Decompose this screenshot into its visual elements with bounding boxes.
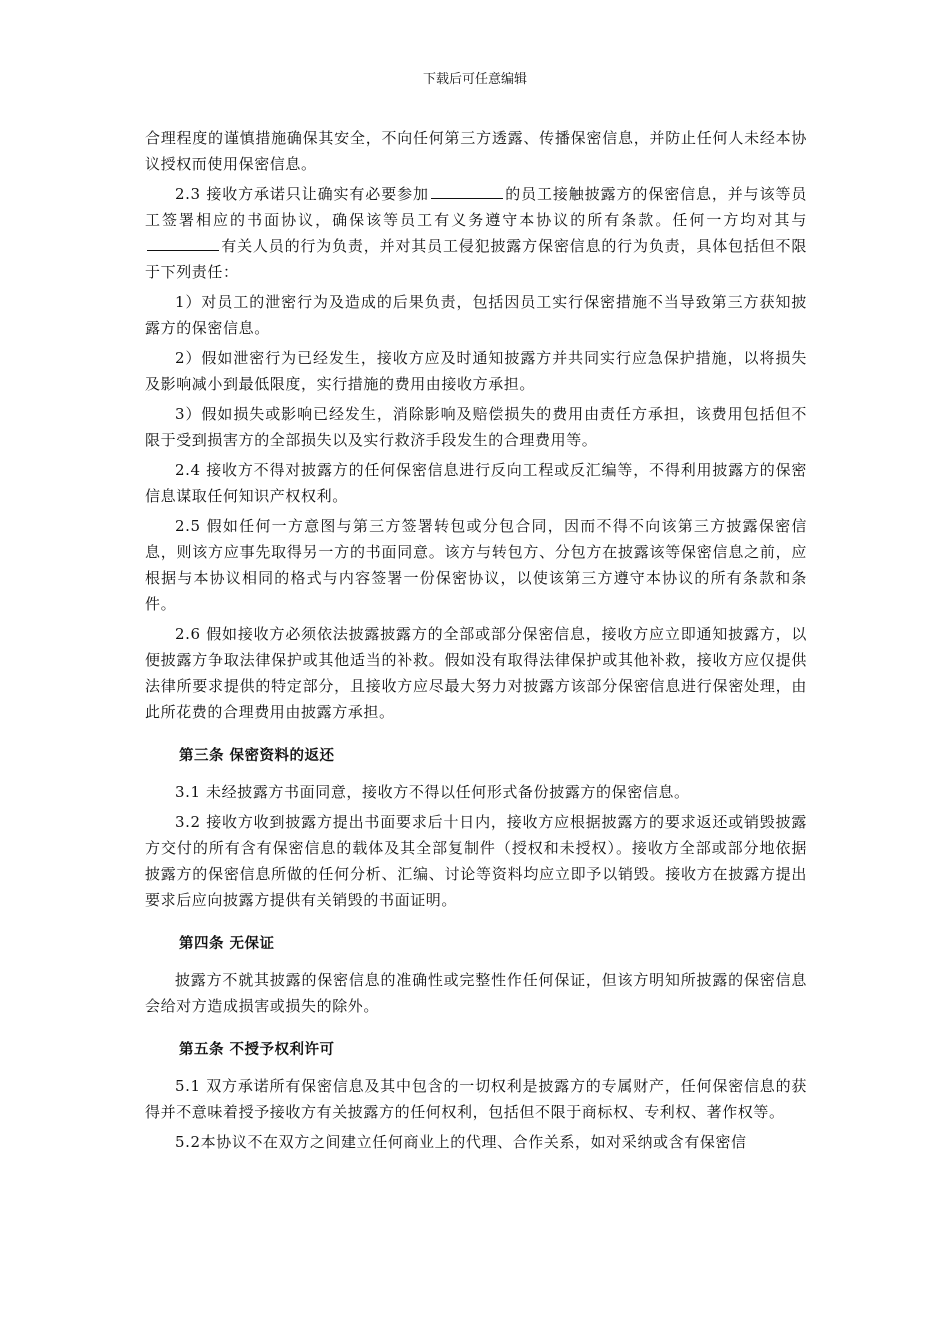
paragraph-3-2: 3.2 接收方收到披露方提出书面要求后十日内，接收方应根据披露方的要求返还或销毁披露方交付的所有含有保密信息的载体及其全部复制件（授权和未授权）。接收方全部或部分地依据披露方的保密信息所做的任何分析、汇编、讨论等资料均应立即予以销毁。接收方在披露方提出要求后应向披露方提供有关销毁的书面证明。 [145, 813, 807, 909]
paragraph-2-6: 2.6 假如接收方必须依法披露披露方的全部或部分保密信息，接收方应立即通知披露方，以便披露方争取法律保护或其他适当的补救。假如没有取得法律保护或其他补救，接收方应仅提供法律所要求提供的特定部分，且接收方应尽最大努力对披露方该部分保密信息进行保密处理，由此所花费的合理费用由披露方承担。 [145, 625, 807, 721]
paragraph: 合理程度的谨慎措施确保其安全，不向任何第三方透露、传播保密信息，并防止任何人未经本协议授权而使用保密信息。 [145, 129, 807, 173]
paragraph-2-5: 2.5 假如任何一方意图与第三方签署转包或分包合同，因而不得不向该第三方披露保密信息，则该方应事先取得另一方的书面同意。该方与转包方、分包方在披露该等保密信息之前，应根据与本协议相同的格式与内容签署一份保密协议，以使该第三方遵守本协议的所有条款和条件。 [145, 517, 807, 613]
paragraph: 3）假如损失或影响已经发生，消除影响及赔偿损失的费用由责任方承担，该费用包括但不限于受到损害方的全部损失以及实行救济手段发生的合理费用等。 [145, 405, 807, 449]
document-body [145, 125, 807, 1155]
paragraph-5-2: 5.2本协议不在双方之间建立任何商业上的代理、合作关系，如对采纳或含有保密信 [175, 1133, 747, 1151]
paragraph-2-3 [145, 181, 807, 285]
paragraph-5-1: 5.1 双方承诺所有保密信息及其中包含的一切权利是披露方的专属财产，任何保密信息的获得并不意味着授予接收方有关披露方的任何权利，包括但不限于商标权、专利权、著作权等。 [145, 1077, 807, 1121]
paragraph-text: 有关人员的行为负责，并对其员工侵犯披露方保密信息的行为负责，具体包括但不限于下列责任： [145, 237, 807, 281]
section-heading-4: 第四条 无保证 [179, 936, 275, 952]
section-heading-3: 第三条 保密资料的返还 [179, 748, 335, 764]
paragraph: 披露方不就其披露的保密信息的准确性或完整性作任何保证，但该方明知所披露的保密信息会给对方造成损害或损失的除外。 [145, 971, 807, 1015]
page-header: 下载后可任意编辑 [422, 72, 527, 87]
paragraph: 1）对员工的泄密行为及造成的后果负责，包括因员工实行保密措施不当导致第三方获知披露方的保密信息。 [145, 293, 807, 337]
paragraph-text: 的员工接触披露方的保密信息，并与该等员工签署相应的书面协议，确保该等员工有义务遵守本协议的所有条款。任何一方均对其与 [145, 185, 807, 229]
paragraph: 2）假如泄密行为已经发生，接收方应及时通知披露方并共同实行应急保护措施，以将损失及影响减小到最低限度，实行措施的费用由接收方承担。 [145, 349, 807, 393]
paragraph-text: 2.3 接收方承诺只让确实有必要参加 [175, 185, 429, 203]
paragraph-3-1: 3.1 未经披露方书面同意，接收方不得以任何形式备份披露方的保密信息。 [175, 783, 690, 801]
section-heading-5: 第五条 不授予权利许可 [179, 1042, 335, 1058]
paragraph-2-4: 2.4 接收方不得对披露方的任何保密信息进行反向工程或反汇编等，不得利用披露方的保密信息谋取任何知识产权权利。 [145, 461, 807, 505]
fill-in-blank [431, 184, 503, 199]
fill-in-blank [147, 236, 219, 251]
